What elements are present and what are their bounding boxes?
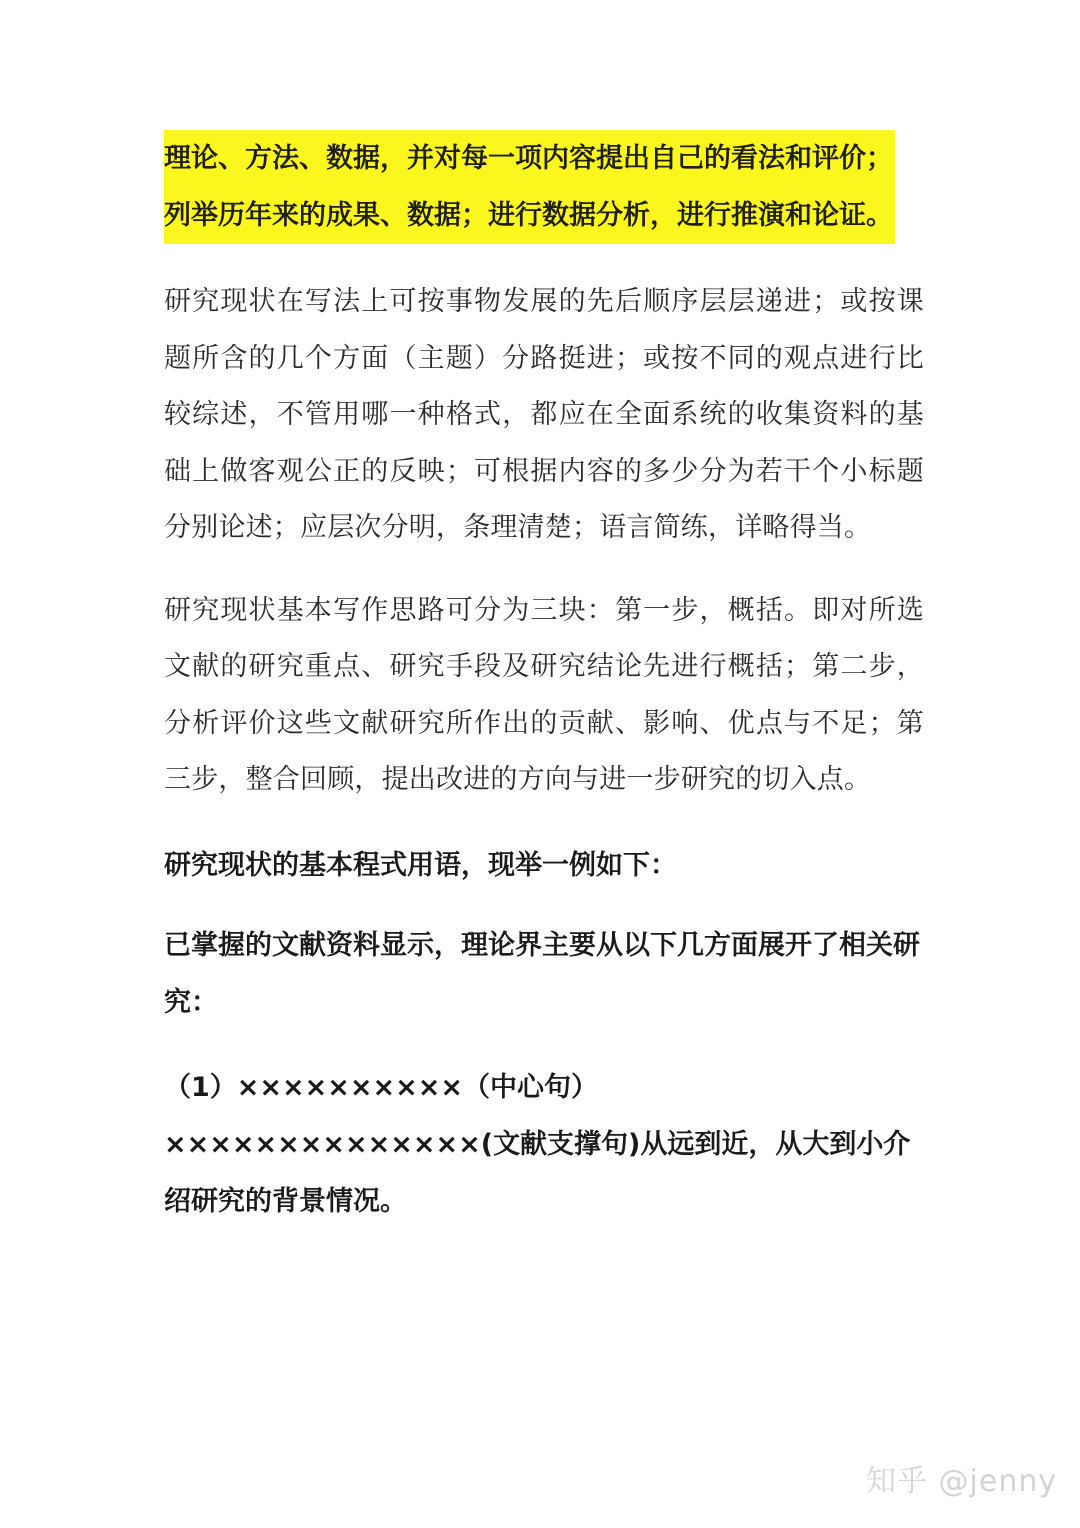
bold-paragraph-literature: 已掌握的文献资料显示，理论界主要从以下几方面展开了相关研究：	[164, 929, 920, 1018]
bold-paragraph-template: （1）××××××××××（中心句）××××××××××××××(文献支撑句)从远到近，从大到小介绍研究的背景情况。	[164, 1071, 911, 1217]
bold-heading-example: 研究现状的基本程式用语，现举一例如下：	[164, 849, 677, 881]
paragraph-writing-steps: 研究现状基本写作思路可分为三块：第一步，概括。即对所选文献的研究重点、研究手段及研究结论先进行概括；第二步，分析评价这些文献研究所作出的贡献、影响、优点与不足；第三步，整合回顾，提出改进的方向与进一步研究的切入点。	[164, 594, 924, 795]
zhihu-watermark: 知乎 @jenny	[866, 1464, 1058, 1499]
highlighted-line: 理论、方法、数据，并对每一项内容提出自己的看法和评价；	[164, 130, 895, 187]
document-body	[164, 130, 924, 1230]
highlighted-text	[164, 130, 924, 244]
paragraph-writing-methods: 研究现状在写法上可按事物发展的先后顺序层层递进；或按课题所含的几个方面（主题）分路挺进；或按不同的观点进行比较综述，不管用哪一种格式，都应在全面系统的收集资料的基础上做客观公正的反映；可根据内容的多少分为若干个小标题分别论述；应层次分明，条理清楚；语言简练，详略得当。	[164, 286, 924, 543]
highlighted-line: 列举历年来的成果、数据；进行数据分析，进行推演和论证。	[164, 187, 895, 244]
